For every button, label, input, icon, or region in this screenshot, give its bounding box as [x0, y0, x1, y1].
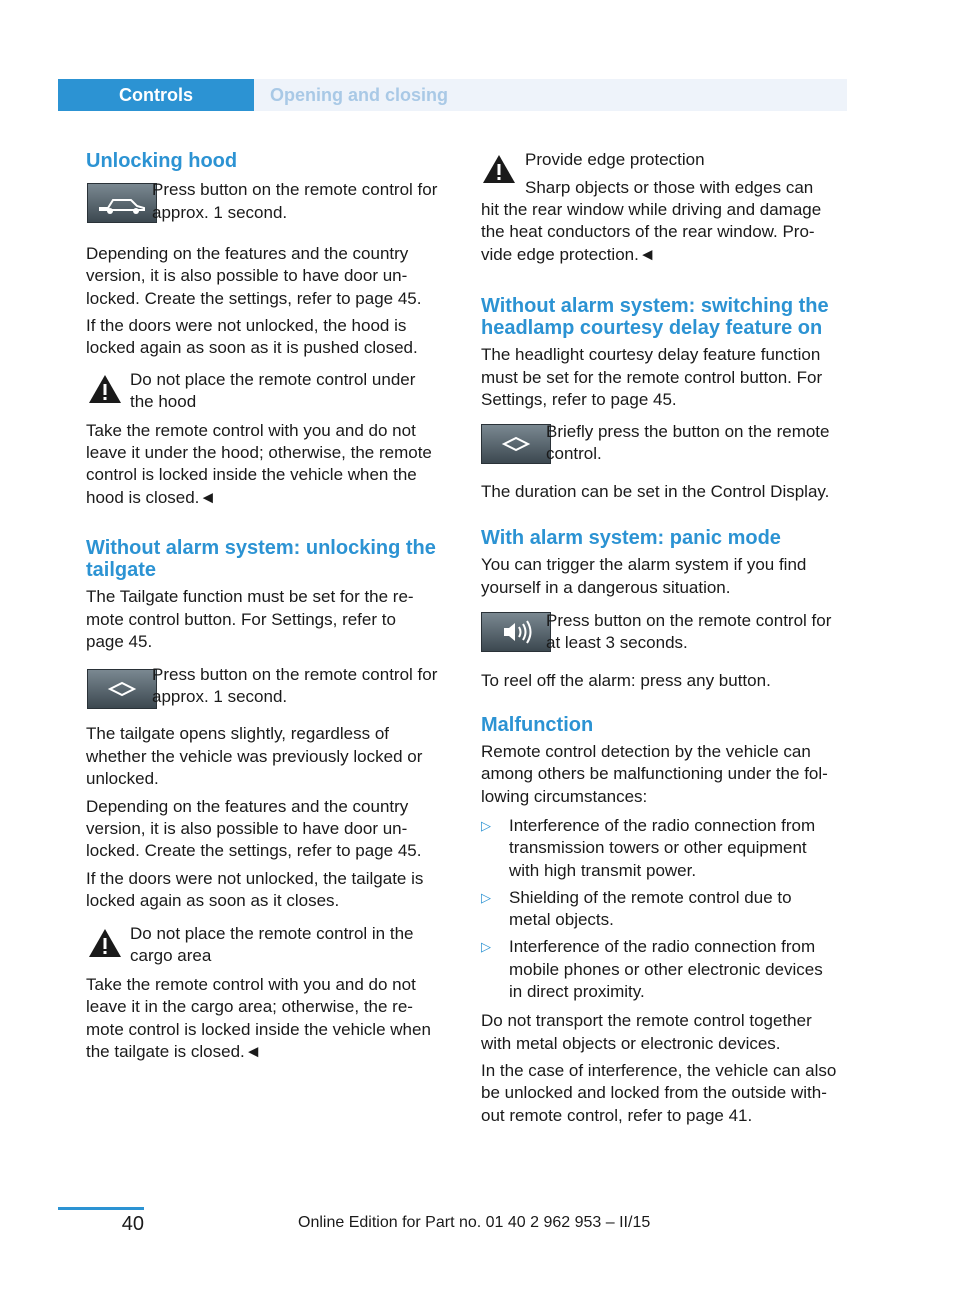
tailgate-button-image	[87, 669, 157, 709]
list-item: ▷ Interference of the radio connection from mobile phones or other electronic devices in direct proximity.	[481, 937, 823, 1002]
page-header	[58, 79, 847, 111]
warning1-body-line3: control is locked inside the vehicle when the	[86, 465, 417, 484]
warning3-body-line3: vide edge protection.◄	[481, 245, 656, 264]
right-para1-line1: The headlight courtesy delay feature function	[481, 345, 821, 364]
para5-line1: Depending on the features and the country	[86, 797, 409, 816]
warning2-body-line2: leave it in the cargo area; otherwise, the re-	[86, 997, 413, 1016]
para6-line2: locked again as soon as it closes.	[86, 891, 340, 910]
edition-note: Online Edition for Part no. 01 40 2 962 953 – II/15	[298, 1214, 651, 1231]
warning-icon	[481, 153, 517, 185]
warning-icon	[87, 373, 123, 405]
right-para1-line3: Settings, refer to page 45.	[481, 390, 677, 409]
para5-line2: version, it is also possible to have door un-	[86, 819, 408, 838]
warning-icon	[87, 927, 123, 959]
para3-line2: mote control button. For Settings, refer to	[86, 610, 396, 629]
warning1-body-line2: leave it under the hood; otherwise, the remote	[86, 443, 432, 462]
para3-line3: page 45.	[86, 632, 153, 651]
button3-line2: control.	[546, 444, 602, 463]
list-item: ▷ Shielding of the remote control due to metal objects.	[481, 887, 792, 930]
right-para7-line1: In the case of interference, the vehicle can also	[481, 1061, 837, 1080]
button4-line1: Press button on the remote control for	[546, 611, 832, 630]
para2-line2: locked again as soon as it is pushed closed.	[86, 338, 418, 357]
para3-line1: The Tailgate function must be set for the re-	[86, 587, 414, 606]
warning3-line1: Sharp objects or those with edges can	[525, 178, 814, 197]
para1-line2: version, it is also possible to have door un-	[86, 266, 408, 285]
horn-sound-icon	[482, 613, 550, 651]
warning2-title-line1: Do not place the remote control in the	[130, 924, 414, 943]
para4-line1: The tailgate opens slightly, regardless of	[86, 724, 390, 743]
para4-line2: whether the vehicle was previously locked or	[86, 747, 423, 766]
para4-line3: unlocked.	[86, 769, 159, 788]
warning1-body-line4: hood is closed.◄	[86, 488, 217, 507]
button1-line1: Press button on the remote control for	[152, 180, 438, 199]
right-para5-line1: Remote control detection by the vehicle can	[481, 742, 811, 761]
list-item: ▷ Interference of the radio connection from transmission towers or other equipment with high transmit power.	[481, 816, 816, 880]
warning3-body-line1: hit the rear window while driving and damage	[481, 200, 822, 219]
right-para3-line1: You can trigger the alarm system if you find	[481, 555, 807, 574]
right-para6-line2: with metal objects or electronic devices.	[481, 1034, 781, 1053]
heading-malfunction: Malfunction	[481, 714, 594, 736]
para5-line3: locked. Create the settings, refer to page 45.	[86, 841, 422, 860]
heading-headlamp-line2: headlamp courtesy delay feature on	[481, 317, 823, 339]
warning2-body-line4: the tailgate is closed.◄	[86, 1042, 262, 1061]
warning1-body-line1: Take the remote control with you and do not	[86, 421, 416, 440]
headlamp-button-image	[481, 424, 551, 464]
warning2-body-line3: mote control is locked inside the vehicle when	[86, 1020, 431, 1039]
warning3-title: Provide edge protection	[525, 150, 705, 169]
right-para5-line3: lowing circumstances:	[481, 787, 648, 806]
warning1-title-line1: Do not place the remote control under	[130, 370, 416, 389]
warning1-title-line2: the hood	[130, 392, 197, 411]
heading-tailgate-line1: Without alarm system: unlocking the	[86, 537, 436, 559]
panic-button-image	[481, 612, 551, 652]
heading-tailgate-line2: tailgate	[86, 559, 157, 581]
car-button-image	[87, 183, 157, 223]
right-para3-line2: yourself in a dangerous situation.	[481, 578, 731, 597]
right-para4: To reel off the alarm: press any button.	[481, 671, 771, 690]
diamond-icon	[482, 425, 550, 463]
diamond-icon	[88, 670, 156, 708]
right-para1-line2: must be set for the remote control button. For	[481, 368, 823, 387]
para2-line1: If the doors were not unlocked, the hood is	[86, 316, 407, 335]
malfunction-list	[481, 815, 851, 1003]
right-para7-line3: out remote control, refer to page 41.	[481, 1106, 753, 1125]
button2-line2: approx. 1 second.	[152, 687, 288, 706]
warning2-body-line1: Take the remote control with you and do not	[86, 975, 416, 994]
right-para6-line1: Do not transport the remote control together	[481, 1011, 812, 1030]
footer-rule	[58, 1207, 144, 1210]
subsection-title: Opening and closing	[270, 85, 449, 105]
page-number: 40	[121, 1213, 144, 1235]
button1-line2: approx. 1 second.	[152, 203, 288, 222]
right-para2: The duration can be set in the Control Display.	[481, 482, 830, 501]
warning3-body-line2: the heat conductors of the rear window. Pro-	[481, 222, 815, 241]
para1-line3: locked. Create the settings, refer to page 45.	[86, 289, 422, 308]
button4-line2: at least 3 seconds.	[546, 633, 688, 652]
button2-line1: Press button on the remote control for	[152, 665, 438, 684]
section-tab: Controls	[58, 79, 254, 111]
para6-line1: If the doors were not unlocked, the tailgate is	[86, 869, 424, 888]
right-para7-line2: be unlocked and locked from the outside with-	[481, 1083, 827, 1102]
warning2-title-line2: cargo area	[130, 946, 212, 965]
heading-panic-mode: With alarm system: panic mode	[481, 527, 781, 549]
triangle-bullet-icon: ▷	[481, 818, 491, 833]
heading-headlamp-line1: Without alarm system: switching the	[481, 295, 829, 317]
triangle-bullet-icon: ▷	[481, 889, 491, 905]
right-para5-line2: among others be malfunctioning under the fol-	[481, 764, 828, 783]
button3-line1: Briefly press the button on the remote	[546, 422, 830, 441]
heading-unlocking-hood: Unlocking hood	[86, 150, 238, 172]
para1-line1: Depending on the features and the country	[86, 244, 409, 263]
triangle-bullet-icon: ▷	[481, 939, 491, 955]
car-hood-icon	[88, 184, 156, 222]
